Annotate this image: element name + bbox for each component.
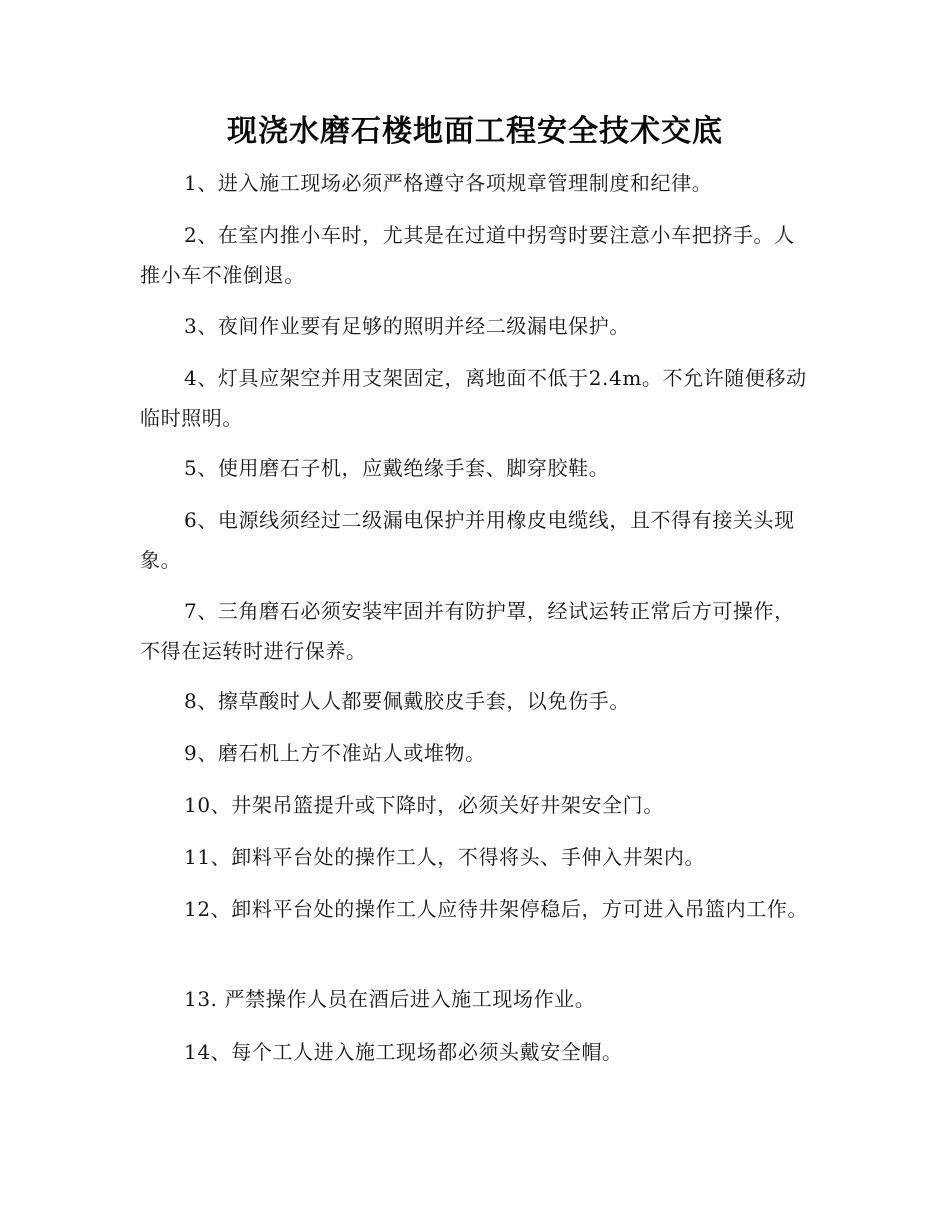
paragraph-8: 8、擦草酸时人人都要佩戴胶皮手套，以免伤手。	[184, 689, 630, 713]
paragraph-5: 5、使用磨石子机，应戴绝缘手套、脚穿胶鞋。	[184, 456, 610, 480]
paragraph-13: 13. 严禁操作人员在酒后进入施工现场作业。	[184, 987, 596, 1011]
paragraph-2: 2、在室内推小车时，尤其是在过道中拐弯时要注意小车把挤手。人推小车不准倒退。	[140, 223, 795, 287]
paragraph-11: 11、卸料平台处的操作工人，不得将头、手伸入井架内。	[184, 845, 706, 869]
paragraph-3: 3、夜间作业要有足够的照明并经二级漏电保护。	[184, 314, 630, 338]
paragraph-1: 1、进入施工现场必须严格遵守各项规章管理制度和纪律。	[184, 171, 713, 195]
paragraph-7: 7、三角磨石必须安装牢固并有防护罩，经试运转正常后方可操作，不得在运转时进行保养。	[140, 599, 795, 663]
paragraph-9: 9、磨石机上方不准站人或堆物。	[184, 741, 486, 765]
document-title: 现浇水磨石楼地面工程安全技术交底	[227, 114, 723, 149]
paragraph-4: 4、灯具应架空并用支架固定，离地面不低于2.4m。不允许随便移动临时照明。	[140, 366, 807, 430]
paragraph-10: 10、井架吊篮提升或下降时，必须关好井架安全门。	[184, 793, 664, 817]
paragraph-6: 6、电源线须经过二级漏电保护并用橡皮电缆线，且不得有接关头现象。	[140, 508, 795, 572]
paragraph-12: 12、卸料平台处的操作工人应待井架停稳后，方可进入吊篮内工作。	[184, 897, 809, 921]
paragraph-14: 14、每个工人进入施工现场都必须头戴安全帽。	[184, 1040, 623, 1064]
